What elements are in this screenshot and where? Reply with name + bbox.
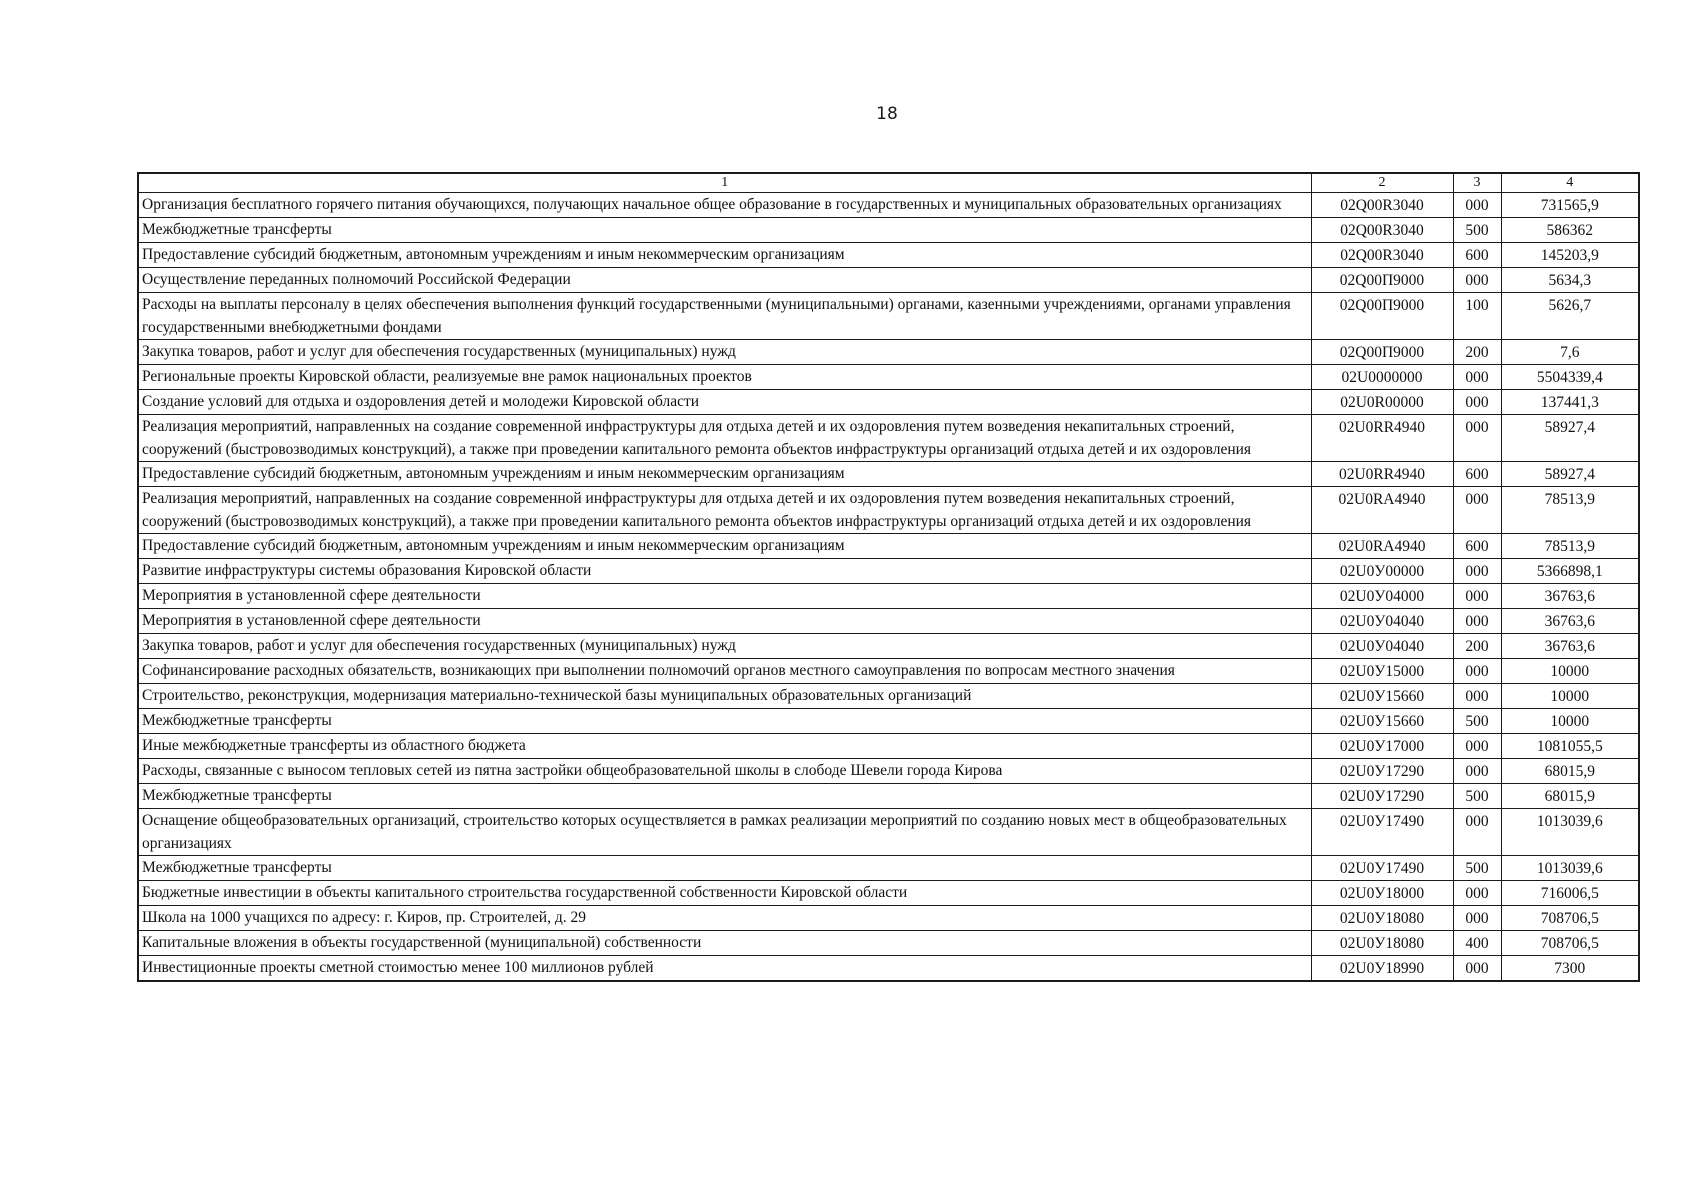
row-expense-type-cell: 000 <box>1453 684 1501 709</box>
row-code-cell: 02U0У17290 <box>1311 784 1453 809</box>
row-name-cell: Капитальные вложения в объекты государственной (муниципальной) собственности <box>138 931 1311 956</box>
row-code-cell: 02U0RA4940 <box>1311 487 1453 534</box>
row-expense-type-cell: 500 <box>1453 784 1501 809</box>
table-header <box>138 173 1639 193</box>
row-expense-type-cell: 000 <box>1453 956 1501 982</box>
row-name-cell: Закупка товаров, работ и услуг для обеспечения государственных (муниципальных) нужд <box>138 340 1311 365</box>
row-code-cell: 02Q00R3040 <box>1311 218 1453 243</box>
row-amount-cell: 58927,4 <box>1501 462 1639 487</box>
row-code-cell: 02U0RR4940 <box>1311 415 1453 462</box>
row-code-cell: 02U0У15000 <box>1311 659 1453 684</box>
row-name-cell: Межбюджетные трансферты <box>138 856 1311 881</box>
row-name-cell: Межбюджетные трансферты <box>138 784 1311 809</box>
table-row <box>138 931 1639 956</box>
table-row <box>138 809 1639 856</box>
row-amount-cell: 716006,5 <box>1501 881 1639 906</box>
row-code-cell: 02Q00П9000 <box>1311 293 1453 340</box>
row-expense-type-cell: 000 <box>1453 906 1501 931</box>
row-amount-cell: 145203,9 <box>1501 243 1639 268</box>
table-row <box>138 709 1639 734</box>
row-expense-type-cell: 000 <box>1453 487 1501 534</box>
row-name-cell: Софинансирование расходных обязательств, возникающих при выполнении полномочий органов местного самоуправления по вопросам местного значения <box>138 659 1311 684</box>
row-amount-cell: 68015,9 <box>1501 759 1639 784</box>
row-amount-cell: 10000 <box>1501 684 1639 709</box>
row-code-cell: 02U0У00000 <box>1311 559 1453 584</box>
row-amount-cell: 36763,6 <box>1501 584 1639 609</box>
table-row <box>138 759 1639 784</box>
header-col-4: 4 <box>1501 173 1639 193</box>
row-code-cell: 02U0R00000 <box>1311 390 1453 415</box>
row-name-cell: Закупка товаров, работ и услуг для обеспечения государственных (муниципальных) нужд <box>138 634 1311 659</box>
table-row <box>138 559 1639 584</box>
row-name-cell: Мероприятия в установленной сфере деятельности <box>138 584 1311 609</box>
table-row <box>138 734 1639 759</box>
row-amount-cell: 5504339,4 <box>1501 365 1639 390</box>
header-col-2: 2 <box>1311 173 1453 193</box>
row-amount-cell: 10000 <box>1501 659 1639 684</box>
table-row <box>138 906 1639 931</box>
header-col-3: 3 <box>1453 173 1501 193</box>
row-expense-type-cell: 000 <box>1453 415 1501 462</box>
table-row <box>138 462 1639 487</box>
row-amount-cell: 36763,6 <box>1501 609 1639 634</box>
row-code-cell: 02U0000000 <box>1311 365 1453 390</box>
row-expense-type-cell: 100 <box>1453 293 1501 340</box>
row-expense-type-cell: 000 <box>1453 881 1501 906</box>
row-amount-cell: 78513,9 <box>1501 487 1639 534</box>
row-amount-cell: 5366898,1 <box>1501 559 1639 584</box>
row-expense-type-cell: 000 <box>1453 268 1501 293</box>
row-name-cell: Мероприятия в установленной сфере деятельности <box>138 609 1311 634</box>
row-code-cell: 02U0У04040 <box>1311 634 1453 659</box>
row-name-cell: Создание условий для отдыха и оздоровления детей и молодежи Кировской области <box>138 390 1311 415</box>
table-row <box>138 956 1639 982</box>
row-name-cell: Строительство, реконструкция, модернизация материально-технической базы муниципальных образовательных организаций <box>138 684 1311 709</box>
page-number: 18 <box>876 104 898 124</box>
row-code-cell: 02Q00П9000 <box>1311 340 1453 365</box>
table-row <box>138 684 1639 709</box>
row-name-cell: Межбюджетные трансферты <box>138 218 1311 243</box>
row-amount-cell: 78513,9 <box>1501 534 1639 559</box>
table-row <box>138 415 1639 462</box>
row-name-cell: Организация бесплатного горячего питания обучающихся, получающих начальное общее образование в государственных и муниципальных образовательных организациях <box>138 193 1311 218</box>
row-amount-cell: 5634,3 <box>1501 268 1639 293</box>
row-code-cell: 02U0У15660 <box>1311 709 1453 734</box>
table-row <box>138 218 1639 243</box>
row-expense-type-cell: 000 <box>1453 365 1501 390</box>
row-code-cell: 02U0У15660 <box>1311 684 1453 709</box>
row-name-cell: Оснащение общеобразовательных организаций, строительство которых осуществляется в рамках реализации мероприятий по созданию новых мест в общеобразовательных организациях <box>138 809 1311 856</box>
row-expense-type-cell: 000 <box>1453 193 1501 218</box>
row-expense-type-cell: 600 <box>1453 462 1501 487</box>
row-code-cell: 02U0У17490 <box>1311 856 1453 881</box>
row-expense-type-cell: 400 <box>1453 931 1501 956</box>
row-name-cell: Расходы, связанные с выносом тепловых сетей из пятна застройки общеобразовательной школы в слободе Шевели города Кирова <box>138 759 1311 784</box>
table-row <box>138 634 1639 659</box>
row-code-cell: 02U0У17290 <box>1311 759 1453 784</box>
row-expense-type-cell: 000 <box>1453 734 1501 759</box>
row-code-cell: 02Q00П9000 <box>1311 268 1453 293</box>
row-name-cell: Инвестиционные проекты сметной стоимостью менее 100 миллионов рублей <box>138 956 1311 982</box>
table-row <box>138 487 1639 534</box>
row-name-cell: Реализация мероприятий, направленных на создание современной инфраструктуры для отдыха детей и их оздоровления путем возведения некапитальных строений, сооружений (быстровозводимых конструкций), а также при проведении капитального ремонта объектов инфраструктуры организаций отдыха детей и их оздоровления <box>138 415 1311 462</box>
row-amount-cell: 36763,6 <box>1501 634 1639 659</box>
row-code-cell: 02U0У18990 <box>1311 956 1453 982</box>
row-name-cell: Расходы на выплаты персоналу в целях обеспечения выполнения функций государственными (муниципальными) органами, казенными учреждениями, органами управления государственными внебюджетными фондами <box>138 293 1311 340</box>
row-name-cell: Предоставление субсидий бюджетным, автономным учреждениям и иным некоммерческим организациям <box>138 534 1311 559</box>
row-code-cell: 02U0RR4940 <box>1311 462 1453 487</box>
table-row <box>138 856 1639 881</box>
table-row <box>138 881 1639 906</box>
row-expense-type-cell: 000 <box>1453 609 1501 634</box>
row-expense-type-cell: 600 <box>1453 534 1501 559</box>
row-expense-type-cell: 500 <box>1453 709 1501 734</box>
row-amount-cell: 731565,9 <box>1501 193 1639 218</box>
row-code-cell: 02Q00R3040 <box>1311 243 1453 268</box>
table-row <box>138 243 1639 268</box>
row-amount-cell: 10000 <box>1501 709 1639 734</box>
table-row <box>138 659 1639 684</box>
row-amount-cell: 58927,4 <box>1501 415 1639 462</box>
row-expense-type-cell: 000 <box>1453 390 1501 415</box>
row-name-cell: Предоставление субсидий бюджетным, автономным учреждениям и иным некоммерческим организациям <box>138 243 1311 268</box>
row-code-cell: 02U0У04000 <box>1311 584 1453 609</box>
row-amount-cell: 708706,5 <box>1501 906 1639 931</box>
row-expense-type-cell: 000 <box>1453 659 1501 684</box>
row-amount-cell: 1081055,5 <box>1501 734 1639 759</box>
row-expense-type-cell: 500 <box>1453 856 1501 881</box>
table-row <box>138 534 1639 559</box>
row-amount-cell: 137441,3 <box>1501 390 1639 415</box>
row-code-cell: 02U0У17000 <box>1311 734 1453 759</box>
row-name-cell: Реализация мероприятий, направленных на создание современной инфраструктуры для отдыха детей и их оздоровления путем возведения некапитальных строений, сооружений (быстровозводимых конструкций), а также при проведении капитального ремонта объектов инфраструктуры организаций отдыха детей и их оздоровления <box>138 487 1311 534</box>
row-amount-cell: 7300 <box>1501 956 1639 982</box>
row-code-cell: 02U0У17490 <box>1311 809 1453 856</box>
row-name-cell: Развитие инфраструктуры системы образования Кировской области <box>138 559 1311 584</box>
row-amount-cell: 68015,9 <box>1501 784 1639 809</box>
budget-table <box>137 172 1640 982</box>
row-amount-cell: 5626,7 <box>1501 293 1639 340</box>
table-row <box>138 609 1639 634</box>
row-expense-type-cell: 000 <box>1453 809 1501 856</box>
row-code-cell: 02U0У18000 <box>1311 881 1453 906</box>
row-expense-type-cell: 000 <box>1453 584 1501 609</box>
row-code-cell: 02U0У18080 <box>1311 931 1453 956</box>
row-amount-cell: 586362 <box>1501 218 1639 243</box>
row-name-cell: Региональные проекты Кировской области, реализуемые вне рамок национальных проектов <box>138 365 1311 390</box>
header-col-1: 1 <box>138 173 1311 193</box>
table-row <box>138 390 1639 415</box>
row-expense-type-cell: 200 <box>1453 634 1501 659</box>
row-code-cell: 02U0У18080 <box>1311 906 1453 931</box>
row-amount-cell: 708706,5 <box>1501 931 1639 956</box>
row-name-cell: Предоставление субсидий бюджетным, автономным учреждениям и иным некоммерческим организациям <box>138 462 1311 487</box>
row-amount-cell: 1013039,6 <box>1501 809 1639 856</box>
row-code-cell: 02Q00R3040 <box>1311 193 1453 218</box>
row-name-cell: Бюджетные инвестиции в объекты капитального строительства государственной собственности Кировской области <box>138 881 1311 906</box>
table-row <box>138 193 1639 218</box>
row-code-cell: 02U0RA4940 <box>1311 534 1453 559</box>
table-row <box>138 784 1639 809</box>
row-expense-type-cell: 000 <box>1453 759 1501 784</box>
row-code-cell: 02U0У04040 <box>1311 609 1453 634</box>
header-row <box>138 173 1639 193</box>
table-row <box>138 584 1639 609</box>
row-amount-cell: 7,6 <box>1501 340 1639 365</box>
row-expense-type-cell: 000 <box>1453 559 1501 584</box>
table-body <box>138 193 1639 982</box>
row-name-cell: Межбюджетные трансферты <box>138 709 1311 734</box>
row-expense-type-cell: 200 <box>1453 340 1501 365</box>
row-name-cell: Осуществление переданных полномочий Российской Федерации <box>138 268 1311 293</box>
row-amount-cell: 1013039,6 <box>1501 856 1639 881</box>
row-name-cell: Школа на 1000 учащихся по адресу: г. Киров, пр. Строителей, д. 29 <box>138 906 1311 931</box>
row-expense-type-cell: 600 <box>1453 243 1501 268</box>
table-row <box>138 268 1639 293</box>
table-row <box>138 293 1639 340</box>
table-row <box>138 340 1639 365</box>
row-expense-type-cell: 500 <box>1453 218 1501 243</box>
table-row <box>138 365 1639 390</box>
row-name-cell: Иные межбюджетные трансферты из областного бюджета <box>138 734 1311 759</box>
